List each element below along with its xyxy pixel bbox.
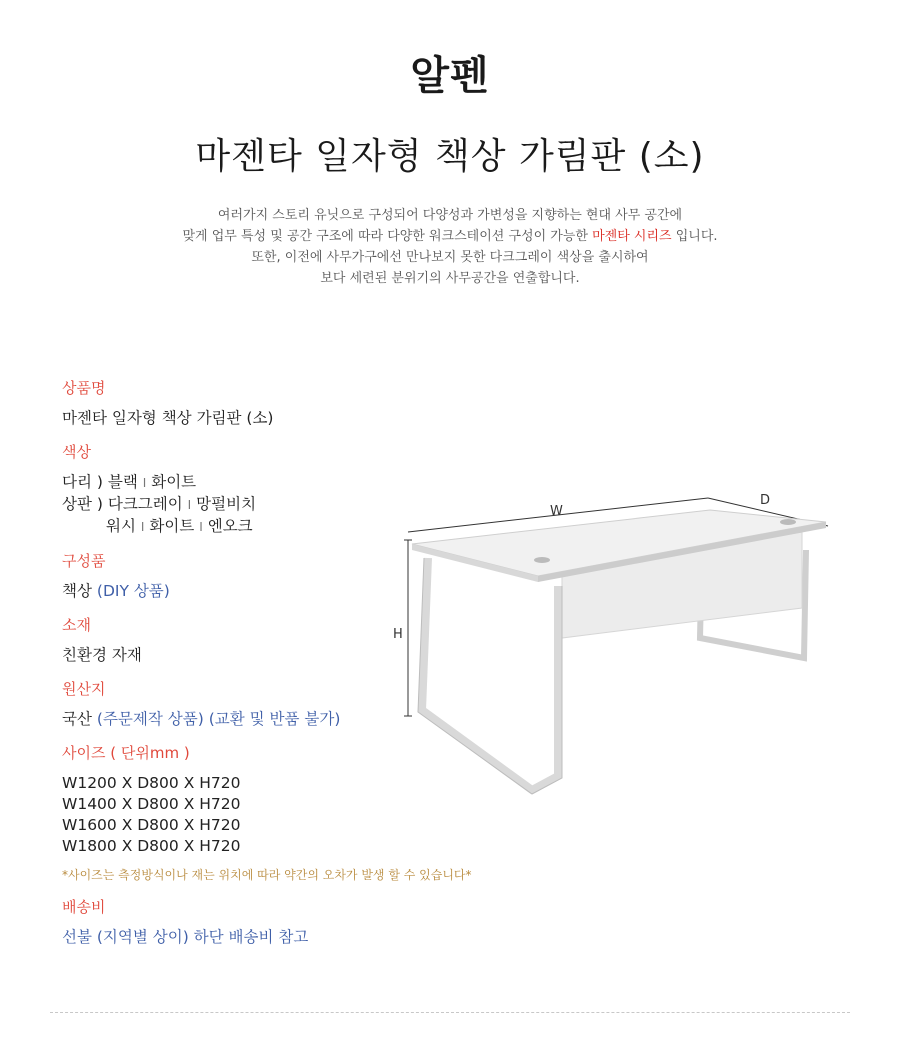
separator: I bbox=[142, 476, 147, 490]
origin-text: 국산 bbox=[62, 710, 92, 728]
intro-line-2-end: 입니다. bbox=[671, 229, 718, 244]
separator: I bbox=[199, 520, 203, 534]
product-name-label: 상품명 bbox=[62, 379, 106, 397]
material-value: 친환경 자재 bbox=[62, 646, 142, 664]
legs-prefix: 다리 ) bbox=[62, 473, 108, 491]
intro-line-2 bbox=[0, 226, 900, 247]
separator: I bbox=[187, 498, 192, 512]
size-label: 사이즈 ( 단위mm ) bbox=[62, 744, 190, 762]
separator: I bbox=[140, 520, 145, 534]
legs-color-2: 화이트 bbox=[151, 473, 197, 491]
intro-line-3: 또한, 이전에 사무가구에선 만나보지 못한 다크그레이 색상을 출시하여 bbox=[251, 250, 649, 265]
product-name-value: 마젠타 일자형 책상 가림판 (소) bbox=[62, 409, 274, 427]
bottom-divider bbox=[50, 1012, 850, 1013]
brand-name: 알펜 bbox=[410, 53, 490, 99]
intro-line-4: 보다 세련된 분위기의 사무공간을 연출합니다. bbox=[320, 271, 580, 286]
color-label: 색상 bbox=[62, 443, 91, 461]
shipping-value: 선불 (지역별 상이) 하단 배송비 참고 bbox=[62, 928, 309, 946]
origin-label: 원산지 bbox=[62, 680, 106, 698]
front-leg bbox=[422, 558, 558, 790]
grommet-left bbox=[534, 557, 550, 563]
size-value-4: W1800 X D800 X H720 bbox=[62, 837, 241, 855]
top-color-4: 화이트 bbox=[149, 517, 195, 535]
size-value-2: W1400 X D800 X H720 bbox=[62, 795, 241, 813]
top-color-5: 엔오크 bbox=[207, 517, 253, 535]
composition-label: 구성품 bbox=[62, 552, 106, 570]
desk-diagram bbox=[392, 488, 832, 800]
custom-order-note: (주문제작 상품) bbox=[96, 710, 204, 728]
grommet-right bbox=[780, 519, 796, 525]
top-prefix: 상판 ) bbox=[62, 495, 108, 513]
top-color-1: 다크그레이 bbox=[107, 495, 183, 513]
top-color-2: 망펄비치 bbox=[196, 495, 257, 513]
height-label: H bbox=[393, 627, 403, 642]
legs-color-1: 블랙 bbox=[107, 473, 138, 491]
series-highlight: 마젠타 시리즈 bbox=[592, 229, 672, 244]
top-color-3: 워시 bbox=[106, 517, 136, 535]
intro-line-2-text: 맞게 업무 특성 및 공간 구조에 따라 다양한 워크스테이션 구성이 가능한 bbox=[182, 229, 593, 244]
composition-text: 책상 bbox=[62, 582, 92, 600]
size-note: *사이즈는 측정방식이나 재는 위치에 따라 약간의 오차가 발생 할 수 있습니다* bbox=[62, 868, 472, 882]
product-title: 마젠타 일자형 책상 가림판 (소) bbox=[195, 136, 705, 177]
size-value-1: W1200 X D800 X H720 bbox=[62, 774, 241, 792]
size-value-3: W1600 X D800 X H720 bbox=[62, 816, 241, 834]
shipping-label: 배송비 bbox=[62, 898, 106, 916]
intro-line-1: 여러가지 스토리 유닛으로 구성되어 다양성과 가변성을 지향하는 현대 사무 공간에 bbox=[217, 208, 683, 223]
no-return-note: (교환 및 반품 불가) bbox=[208, 710, 341, 728]
material-label: 소재 bbox=[62, 616, 91, 634]
diy-note: (DIY 상품) bbox=[96, 582, 170, 600]
width-label: W bbox=[550, 504, 563, 519]
depth-label: D bbox=[760, 493, 771, 508]
intro-text bbox=[0, 205, 900, 289]
